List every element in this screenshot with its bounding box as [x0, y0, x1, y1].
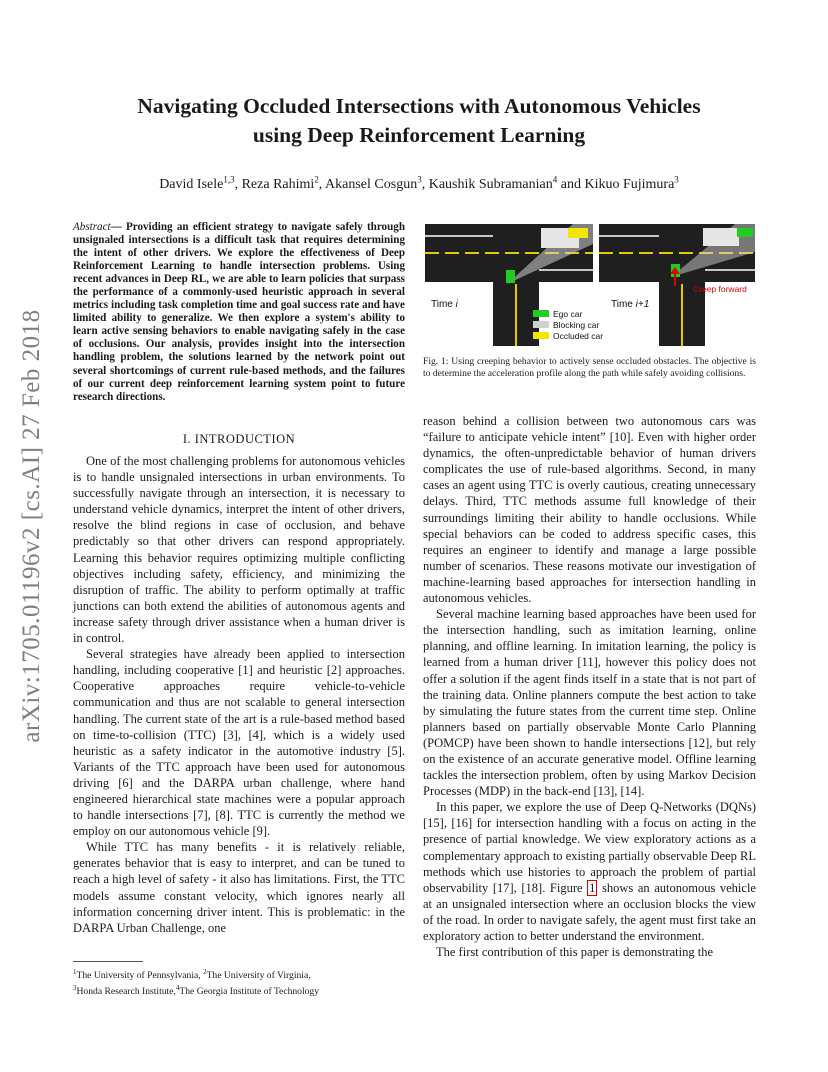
- figure-caption: [423, 356, 756, 380]
- time-label-right: Time: [611, 299, 636, 310]
- author: Reza Rahimi$^2$,: [241, 174, 326, 192]
- author: Kaushik Subramanian$^4$ and: [428, 174, 585, 192]
- svg-text:Time i+1: Time i+1: [611, 299, 650, 310]
- ego-car: [737, 228, 753, 237]
- abstract: [73, 221, 405, 404]
- paragraph: While TTC has many benefits - it is relatively reliable, generates behavior that is easy to interpret, and can be tuned to reach a high level of safety - it also has limitations. First, the TTC models assume constant velocity, which ignores nearly all information concerning driver intent. This is problematic: in the DARPA Urban Challenge, one: [73, 840, 405, 935]
- creep-forward-label: Creep forward: [693, 284, 747, 294]
- paper-title: [60, 92, 778, 150]
- legend-label: Ego car: [553, 309, 583, 319]
- right-column-body: [423, 413, 756, 960]
- author: Akansel Cosgun$^3$,: [325, 174, 429, 192]
- svg-text:Time i: Time i: [431, 299, 458, 310]
- abstract-label: Abstract: [73, 221, 111, 233]
- legend-swatch-ego: [533, 310, 549, 317]
- paragraph: Several machine learning based approaches have been used for the intersection handling, such as imitation learning, online planning, and offline learning. In imitation learning, the policy is learned from a human driver [11], however this policy does not offer a solution if the agent finds itself in a state that is not part of the training data. Online planners compute the best action to take by simulating the future states from the current time step. Online planners based on partially observable Monte Carlo Planning (POMCP) have been shown to handle intersections [12], but rely on the existence of an accurate generative model. Offline learning tackles the intersection problem, often by using Markov Decision Processes (MDP) in the back-end [13], [14].: [423, 607, 756, 799]
- figure-reference-link[interactable]: 1: [589, 880, 596, 895]
- paragraph: The first contribution of this paper is demonstrating the: [436, 945, 714, 960]
- panel-time-i-plus-1: [599, 224, 755, 346]
- title-line-2: using Deep Reinforcement Learning: [252, 123, 586, 147]
- caption-label: Fig. 1:: [423, 356, 449, 367]
- left-column-body: [73, 453, 405, 936]
- author: David Isele$^{1,3}$,: [159, 174, 242, 192]
- paragraph: In this paper, we explore the use of Deep Q-Networks (DQNs) [15], [16] for intersection handling with a focus on acting in the presence of partial knowledge. We view exploratory actions as a complementary approach to existing partially observable Deep RL methods which use histories to approach the problem of partial observability [17], [18]. Figure 1 shows an autonomous vehicle at an unsignaled intersection where an occlusion blocks the view of the road. In order to navigate safely, the agent must first take an exploratory action to better understand the environment.: [423, 800, 756, 943]
- title-line-1: Navigating Occluded Intersections with Autonomous Vehicles: [137, 94, 701, 118]
- blocking-car: [703, 228, 739, 246]
- time-label-left: Time: [431, 299, 456, 310]
- figure-1: [423, 222, 755, 346]
- footnote-rule: [73, 961, 143, 962]
- ego-car: [506, 270, 515, 283]
- paragraph: Several strategies have already been applied to intersection handling, including cooperative [1] and heuristic [2] approaches. Cooperative approaches require vehicle-to-vehicle communication and thus are not scalable to general intersection handling. The current state of the art is a rule-based method based on time-to-collision (TTC) [3], [4], which is a widely used heuristic as a safety indicator in the automotive industry [5]. Variants of the TTC approach have been used for autonomous driving [6] and the DARPA urban challenge, where hand engineered hierarchical state machines were a popular approach to handle intersections [7], [8]. TTC is currently the method we employ on our autonomous vehicle [9].: [73, 647, 405, 839]
- legend-swatch-blocking: [533, 321, 549, 328]
- section-heading: I. INTRODUCTION: [182, 432, 296, 446]
- intersection-diagram: [423, 222, 755, 346]
- paragraph: reason behind a collision between two autonomous cars was “failure to anticipate vehicle intent” [10]. Even with higher order dynamics, the often-unpredictable behavior of human drivers complicates the use of rule-based algorithms. Second, in many cases an agent using TTC is overly cautious, creating unnecessary delays. Third, TTC methods assume full knowledge of their surroundings limiting their ability to handle occlusions. While special behaviors can be coded to address specific cases, this requires an engineer to identify and manage a large possible number of scenarios. These reasons motivate our investigation of machine-learning based approaches for intersection handling in autonomous vehicles.: [423, 414, 756, 606]
- occluded-car: [568, 228, 588, 238]
- footnote-line: $^3$Honda Research Institute,$^4$The Georgia Institute of Technology: [73, 984, 320, 998]
- legend-label: Blocking car: [553, 320, 600, 330]
- author: Kikuo Fujimura$^3$: [584, 174, 679, 192]
- footnote-line: $^1$The University of Pennsylvania, $^2$The University of Virginia,: [73, 968, 311, 982]
- paragraph: One of the most challenging problems for autonomous vehicles is to handle unsignaled intersections in urban environments. To successfully navigate through an intersection, it is necessary to understand vehicle dynamics, interpret the intent of other drivers, resolve the blind regions in case of occlusion, and behave predictably so that other drivers can respond appropriately. Learning this behavior requires optimizing multiple conflicting objectives including safety, efficiency, and minimizing the disruption of traffic. The ability to perform optimally at traffic junctions can both extend the abilities of autonomous agents and increase safety through driver assistance when a human driver is in control.: [73, 454, 405, 646]
- footnote: [73, 966, 405, 998]
- abstract-text: — Providing an efficient strategy to navigate safely through unsignaled intersections is a difficult task that requires determining the intent of other drivers. We explore the effectiveness of Deep Reinforcement Learning to handle intersection problems. Using recent advances in Deep RL, we are able to learn policies that surpass the performance of a commonly-used heuristic approach in several metrics including task completion time and goal success rate and have limited ability to generalize. We then explore a system's ability to learn active sensing behaviors to enable navigating safely in the case of occlusions. Our analysis, provides insight into the intersection handling problem, the solutions learned by the network point out several shortcomings of current rule-based methods, and the failures of our current deep reinforcement learning system point to future research directions.: [73, 221, 405, 403]
- arxiv-identifier: arXiv:1705.01196v2 [cs.AI] 27 Feb 2018: [18, 309, 45, 743]
- legend-label: Occluded car: [553, 331, 604, 341]
- legend-swatch-occluded: [533, 332, 549, 339]
- author-list: [60, 170, 778, 194]
- caption-text: Using creeping behavior to actively sense occluded obstacles. The objective is to determine the acceleration profile along the path while safely avoiding collisions.: [423, 356, 756, 380]
